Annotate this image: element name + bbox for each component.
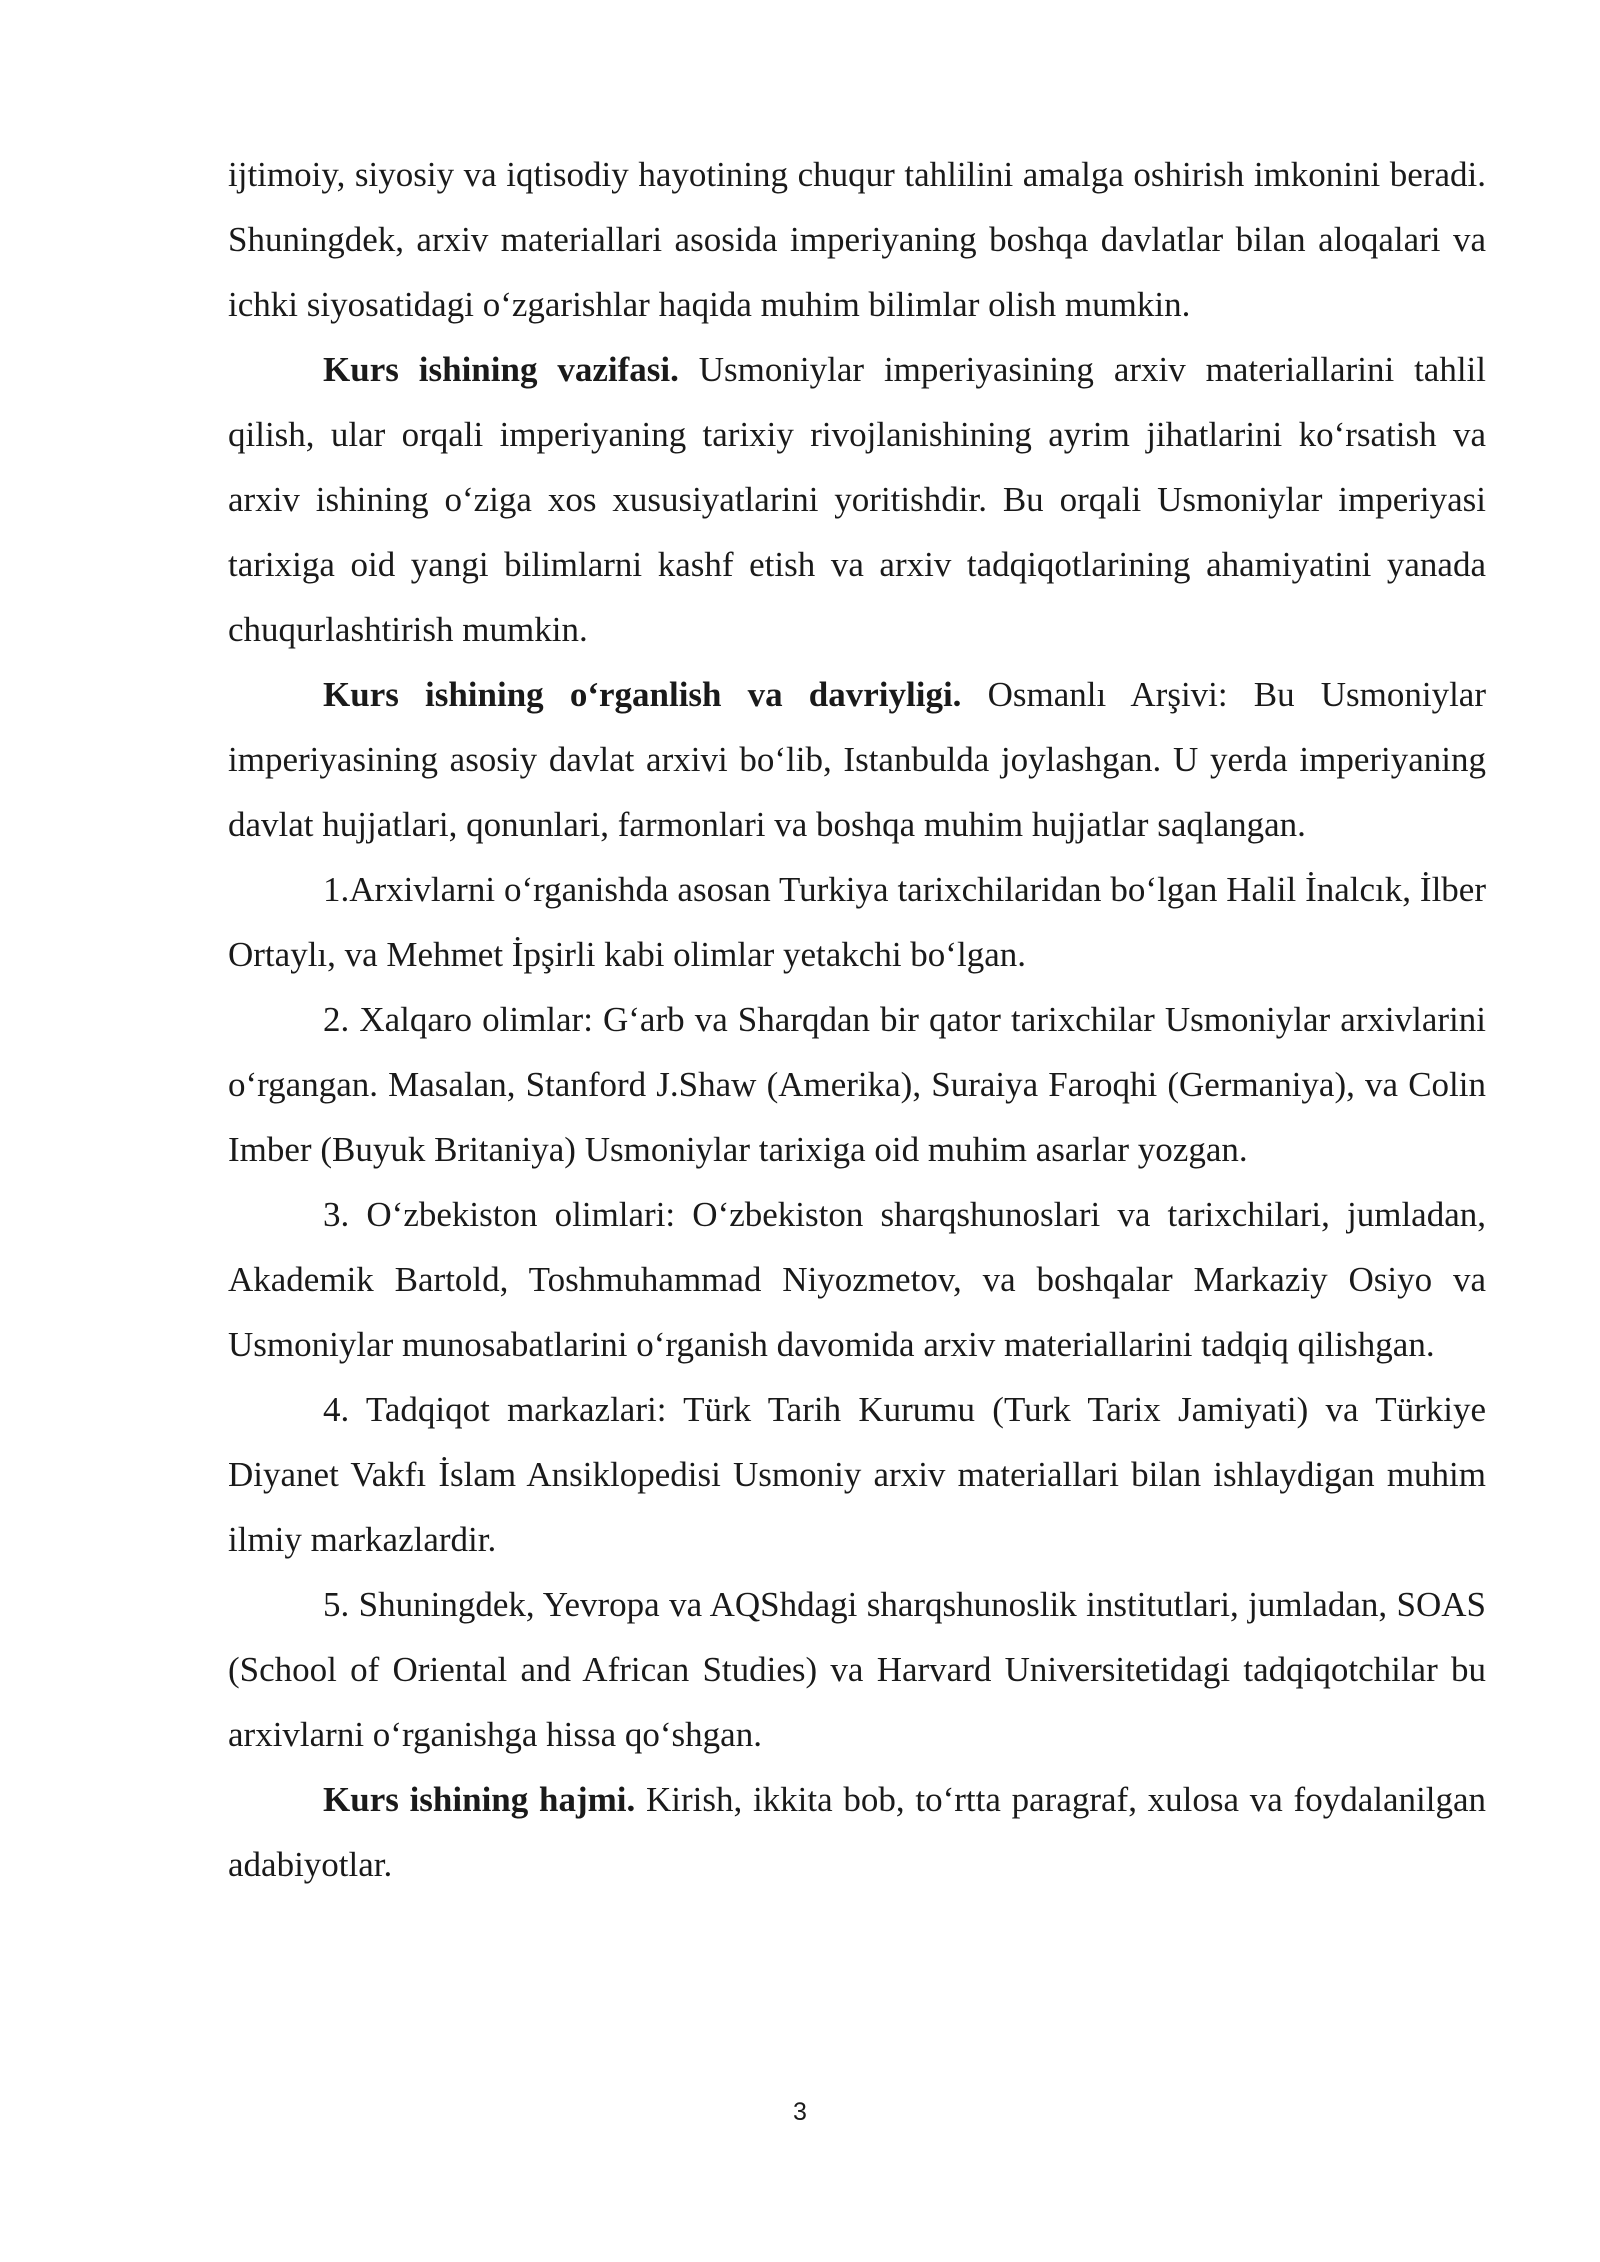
paragraph-text: 4. Tadqiqot markazlari: Türk Tarih Kurumu (Turk Tarix Jamiyati) va Türkiye Diyanet Vakfı İslam Ansiklopedisi Usmoniy arxiv materiallari bilan ishlaydigan muhim ilmiy markazlardir.	[228, 1390, 1486, 1559]
paragraph-text: Osmanlı Arşivi: Bu Usmoniylar imperiyasining asosiy davlat arxivi boʻlib, Istanbulda joylashgan. U yerda imperiyaning davlat hujjatlari, qonunlari, farmonlari va boshqa muhim hujjatlar saqlangan.	[228, 675, 1486, 844]
paragraph-list-item-4	[228, 1377, 1486, 1572]
paragraph-heading: Kurs ishining vazifasi.	[323, 350, 679, 389]
paragraph-text: 5. Shuningdek, Yevropa va AQShdagi sharqshunoslik institutlari, jumladan, SOAS (School of Oriental and African Studies) va Harvard Universitetidagi tadqiqotchilar bu arxivlarni oʻrganishga hissa qoʻshgan.	[228, 1585, 1486, 1754]
paragraph-volume	[228, 1767, 1486, 1897]
paragraph-text: Usmoniylar imperiyasining arxiv materiallarini tahlil qilish, ular orqali imperiyaning tarixiy rivojlanishining ayrim jihatlarini koʻrsatish va arxiv ishining oʻziga xos xususiyatlarini yoritishdir. Bu orqali Usmoniylar imperiyasi tarixiga oid yangi bilimlarni kashf etish va arxiv tadqiqotlarining ahamiyatini yanada chuqurlashtirish mumkin.	[228, 350, 1487, 649]
paragraph-heading: Kurs ishining oʻrganlish va davriyligi.	[323, 675, 962, 714]
paragraph-text: 1.Arxivlarni oʻrganishda asosan Turkiya tarixchilaridan boʻlgan Halil İnalcık, İlber Ortaylı, va Mehmet İpşirli kabi olimlar yetakchi boʻlgan.	[228, 870, 1486, 974]
paragraph-continuation	[228, 142, 1486, 337]
paragraph-list-item-5	[228, 1572, 1486, 1767]
page-number: 3	[793, 2098, 807, 2126]
paragraph-text: 2. Xalqaro olimlar: Gʻarb va Sharqdan bir qator tarixchilar Usmoniylar arxivlarini oʻrgangan. Masalan, Stanford J.Shaw (Amerika), Suraiya Faroqhi (Germaniya), va Colin Imber (Buyuk Britaniya) Usmoniylar tarixiga oid muhim asarlar yozgan.	[228, 1000, 1486, 1169]
paragraph-list-item-1	[228, 857, 1486, 987]
paragraph-study	[228, 662, 1486, 857]
paragraph-text: 3. Oʻzbekiston olimlari: Oʻzbekiston sharqshunoslari va tarixchilari, jumladan, Akademik Bartold, Toshmuhammad Niyozmetov, va boshqalar Markaziy Osiyo va Usmoniylar munosabatlarini oʻrganish davomida arxiv materiallarini tadqiq qilishgan.	[228, 1195, 1486, 1364]
paragraph-heading: Kurs ishining hajmi.	[323, 1780, 636, 1819]
paragraph-text: ijtimoiy, siyosiy va iqtisodiy hayotining chuqur tahlilini amalga oshirish imkonini beradi. Shuningdek, arxiv materiallari asosida imperiyaning boshqa davlatlar bilan aloqalari va ichki siyosatidagi oʻzgarishlar haqida muhim bilimlar olish mumkin.	[228, 155, 1486, 324]
paragraph-text: Kirish, ikkita bob, toʻrtta paragraf, xulosa va foydalanilgan adabiyotlar.	[228, 1780, 1486, 1884]
paragraph-list-item-3	[228, 1182, 1486, 1377]
paragraph-list-item-2	[228, 987, 1486, 1182]
paragraph-task	[228, 337, 1486, 662]
document-body	[228, 142, 1486, 1897]
